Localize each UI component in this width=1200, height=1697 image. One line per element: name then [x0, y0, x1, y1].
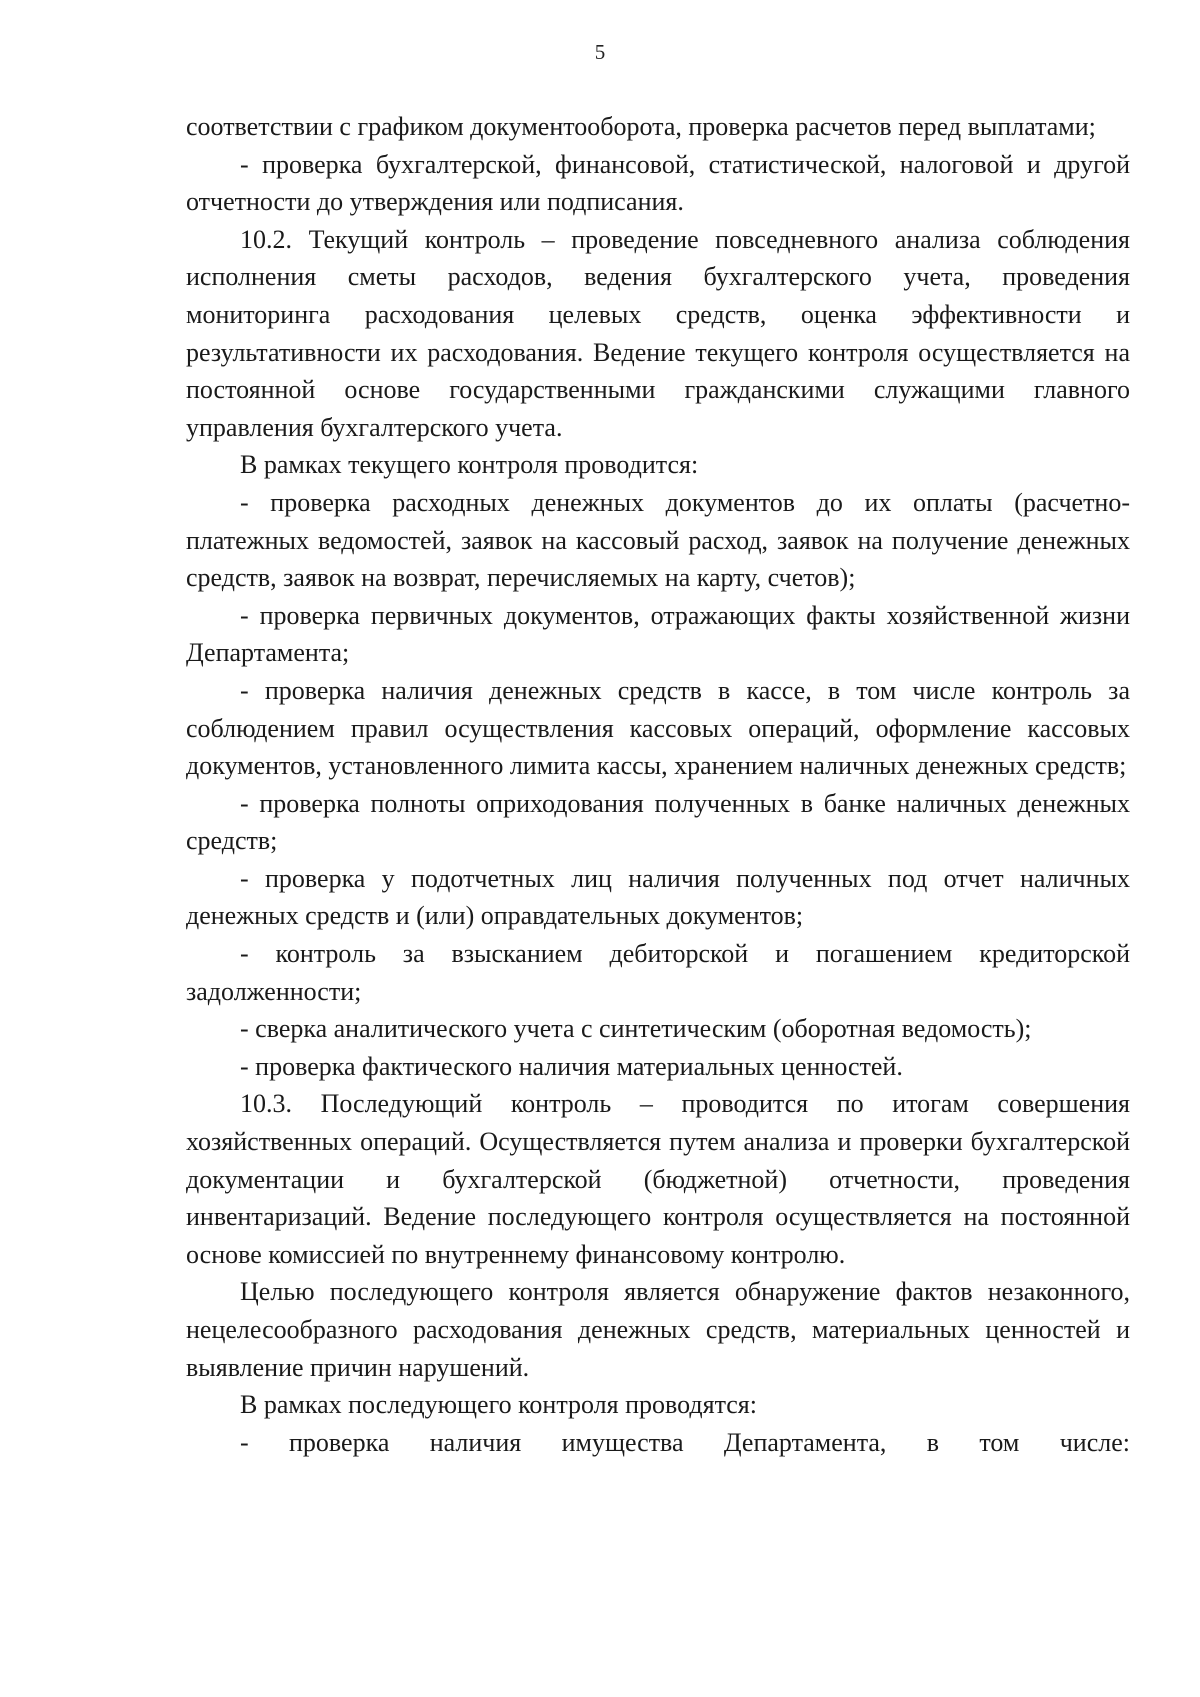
page-number: 5: [594, 40, 606, 64]
paragraph: - контроль за взысканием дебиторской и погашением кредиторской задолженности;: [186, 939, 1130, 1006]
paragraph: В рамках текущего контроля проводится:: [240, 450, 699, 480]
paragraph: В рамках последующего контроля проводятся:: [240, 1390, 757, 1420]
paragraph: соответствии с графиком документооборота, проверка расчетов перед выплатами;: [186, 112, 1096, 141]
paragraph: - проверка наличия денежных средств в кассе, в том числе контроль за соблюдением правил осуществления кассовых операций, оформление кассовых документов, установленного лимита кассы, хранением наличных денежных средств;: [186, 675, 1130, 781]
paragraph: 10.3. Последующий контроль – проводится по итогам совершения хозяйственных операций. Осуществляется путем анализа и проверки бухгалтерской документации и бухгалтерской (бюджетной) отчетности, проведения инвентаризаций. Ведение последующего контроля осуществляется на постоянной основе комиссией по внутреннему финансовому контролю.: [186, 1089, 1130, 1269]
paragraph: - проверка расходных денежных документов до их оплаты (расчетно-платежных ведомостей, заявок на кассовый расход, заявок на получение денежных средств, заявок на возврат, перечисляемых на карту, счетов);: [186, 487, 1130, 593]
paragraph: - сверка аналитического учета с синтетическим (оборотная ведомость);: [240, 1014, 1032, 1044]
document-body: [186, 108, 1130, 1461]
paragraph: - проверка фактического наличия материальных ценностей.: [240, 1051, 903, 1081]
paragraph: - проверка первичных документов, отражающих факты хозяйственной жизни Департамента;: [186, 600, 1130, 668]
paragraph: - проверка бухгалтерской, финансовой, статистической, налоговой и другой отчетности до утверждения или подписания.: [186, 149, 1130, 217]
paragraph: 10.2. Текущий контроль – проведение повседневного анализа соблюдения исполнения сметы расходов, ведения бухгалтерского учета, проведения мониторинга расходования целевых средств, оценка эффективности и результативности их расходования. Ведение текущего контроля осуществляется на постоянной основе государственными гражданскими служащими главного управления бухгалтерского учета.: [186, 224, 1130, 442]
paragraph: Целью последующего контроля является обнаружение фактов незаконного, нецелесообразного расходования денежных средств, материальных ценностей и выявление причин нарушений.: [186, 1277, 1130, 1382]
paragraph: - проверка у подотчетных лиц наличия полученных под отчет наличных денежных средств и (или) оправдательных документов;: [186, 863, 1130, 931]
paragraph: - проверка полноты оприходования полученных в банке наличных денежных средств;: [186, 788, 1130, 856]
paragraph: - проверка наличия имущества Департамента, в том числе:: [240, 1427, 1130, 1457]
